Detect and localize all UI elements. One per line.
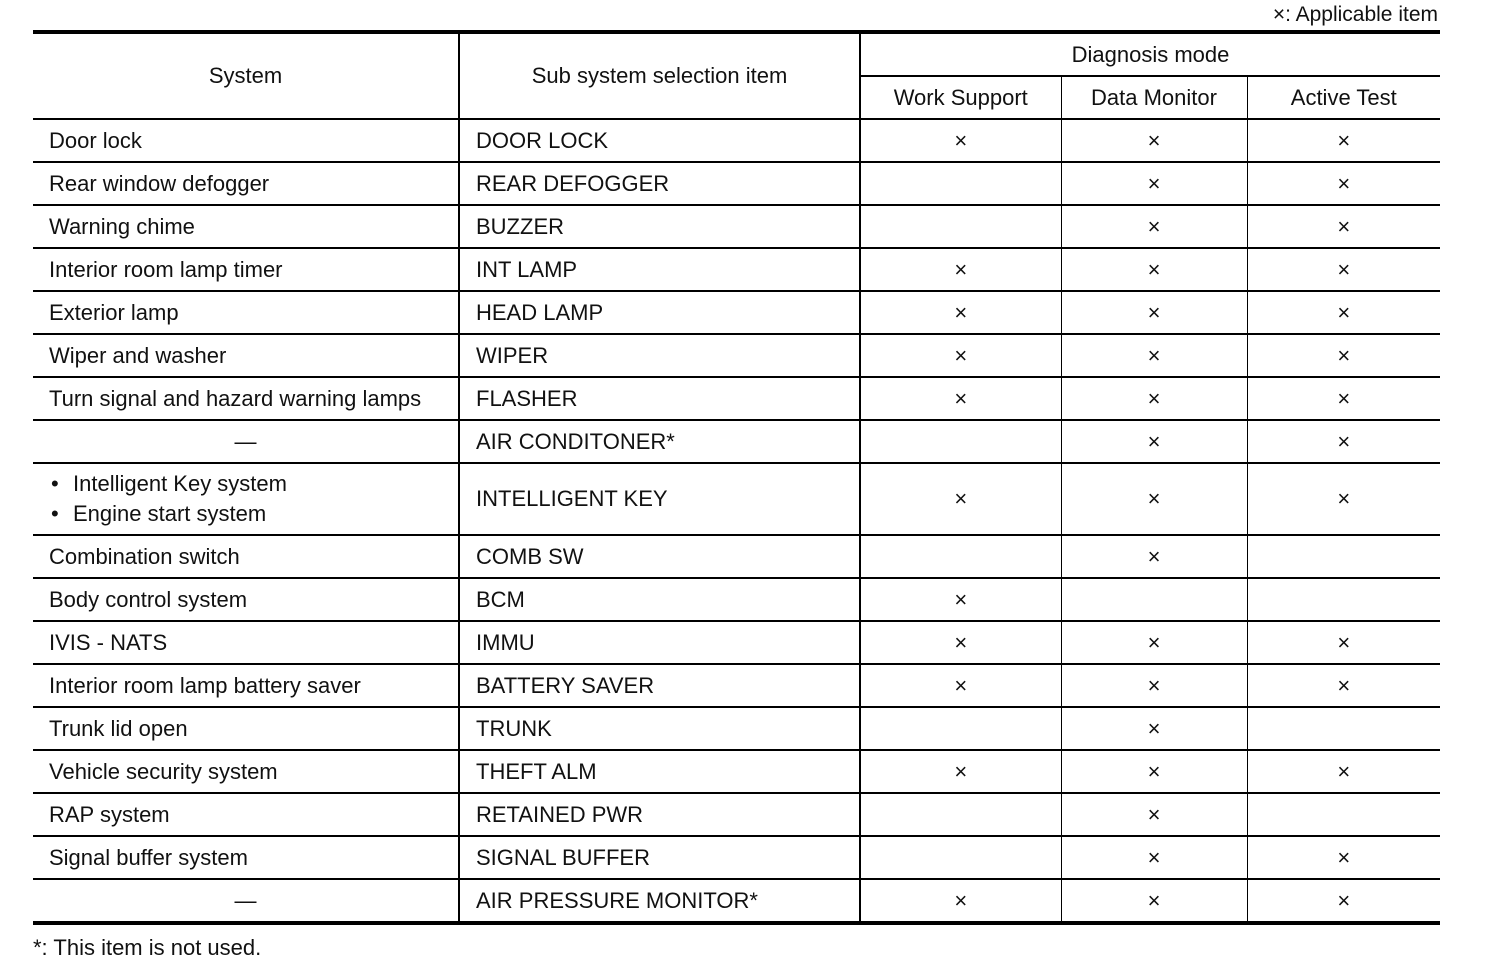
applicable-mark: × [1337,170,1351,196]
work-support-cell [860,836,1061,879]
applicable-mark: × [1147,758,1161,784]
active-test-cell [1247,291,1440,334]
sub-system-cell: SIGNAL BUFFER [459,836,860,879]
header-data-monitor: Data Monitor [1061,76,1247,119]
table-row [33,836,1440,879]
work-support-cell [860,248,1061,291]
sub-system-cell: HEAD LAMP [459,291,860,334]
data-monitor-cell [1061,162,1247,205]
active-test-cell [1247,707,1440,750]
applicable-mark: × [1337,844,1351,870]
data-monitor-cell [1061,793,1247,836]
applicable-mark: × [954,256,968,282]
sub-system-cell: REAR DEFOGGER [459,162,860,205]
header-active-test: Active Test [1247,76,1440,119]
applicable-mark: × [1337,342,1351,368]
applicable-mark: × [1337,213,1351,239]
active-test-cell [1247,621,1440,664]
legend-applicable-item: ×: Applicable item [1272,3,1438,26]
system-cell: Signal buffer system [33,836,459,879]
data-monitor-cell [1061,377,1247,420]
applicable-mark: × [1147,543,1161,569]
data-monitor-cell [1061,879,1247,923]
data-monitor-cell [1061,291,1247,334]
sub-system-cell: BUZZER [459,205,860,248]
work-support-cell [860,535,1061,578]
applicable-mark: × [1147,213,1161,239]
system-cell: Wiper and washer [33,334,459,377]
sub-system-cell: AIR CONDITONER* [459,420,860,463]
sub-system-cell: BATTERY SAVER [459,664,860,707]
table-row [33,793,1440,836]
data-monitor-cell [1061,334,1247,377]
table-row [33,664,1440,707]
applicable-mark: × [1147,629,1161,655]
table-header [33,32,1440,119]
system-cell: Rear window defogger [33,162,459,205]
data-monitor-cell [1061,707,1247,750]
footnote: *: This item is not used. [33,935,262,960]
sub-system-cell: FLASHER [459,377,860,420]
applicable-mark: × [954,299,968,325]
applicable-mark: × [1147,887,1161,913]
applicable-mark: × [1337,256,1351,282]
sub-system-cell: TRUNK [459,707,860,750]
applicable-mark: × [954,586,968,612]
applicable-mark: × [1147,256,1161,282]
applicable-mark: × [1337,887,1351,913]
table-row [33,463,1440,535]
work-support-cell [860,463,1061,535]
table-row [33,162,1440,205]
applicable-mark: × [1337,672,1351,698]
sub-system-cell: WIPER [459,334,860,377]
active-test-cell [1247,836,1440,879]
system-list-item: • Intelligent Key system [49,469,458,499]
diagnosis-mode-table [33,30,1440,925]
applicable-mark: × [1147,127,1161,153]
applicable-mark: × [1147,299,1161,325]
system-cell: Door lock [33,119,459,162]
system-cell: — [33,879,459,923]
sub-system-cell: THEFT ALM [459,750,860,793]
applicable-mark: × [954,672,968,698]
active-test-cell [1247,377,1440,420]
table-row [33,205,1440,248]
table-row [33,621,1440,664]
table-body [33,119,1440,923]
work-support-cell [860,291,1061,334]
table-row [33,119,1440,162]
active-test-cell [1247,578,1440,621]
active-test-cell [1247,248,1440,291]
active-test-cell [1247,879,1440,923]
system-cell: RAP system [33,793,459,836]
table-row [33,535,1440,578]
applicable-mark: × [954,629,968,655]
data-monitor-cell [1061,535,1247,578]
data-monitor-cell [1061,119,1247,162]
table-row [33,707,1440,750]
applicable-mark: × [1147,342,1161,368]
work-support-cell [860,879,1061,923]
system-cell: Interior room lamp timer [33,248,459,291]
applicable-mark: × [1337,629,1351,655]
table-row [33,578,1440,621]
applicable-mark: × [1337,299,1351,325]
table-row [33,420,1440,463]
applicable-mark: × [1337,385,1351,411]
work-support-cell [860,334,1061,377]
active-test-cell [1247,205,1440,248]
system-cell: Interior room lamp battery saver [33,664,459,707]
active-test-cell [1247,750,1440,793]
system-cell: IVIS - NATS [33,621,459,664]
table-row [33,334,1440,377]
table-row [33,248,1440,291]
active-test-cell [1247,119,1440,162]
active-test-cell [1247,535,1440,578]
system-cell: Body control system [33,578,459,621]
data-monitor-cell [1061,750,1247,793]
applicable-mark: × [954,486,968,511]
table-row [33,291,1440,334]
work-support-cell [860,793,1061,836]
sub-system-cell: DOOR LOCK [459,119,860,162]
applicable-mark: × [954,385,968,411]
work-support-cell [860,205,1061,248]
work-support-cell [860,578,1061,621]
sub-system-cell: COMB SW [459,535,860,578]
table-row [33,879,1440,923]
applicable-mark: × [1337,127,1351,153]
applicable-mark: × [1147,428,1161,454]
applicable-mark: × [1147,486,1161,511]
system-cell: — [33,420,459,463]
applicable-mark: × [954,887,968,913]
system-list [49,469,458,529]
active-test-cell [1247,463,1440,535]
work-support-cell [860,707,1061,750]
system-cell: Exterior lamp [33,291,459,334]
active-test-cell [1247,162,1440,205]
data-monitor-cell [1061,248,1247,291]
table-row [33,377,1440,420]
data-monitor-cell [1061,463,1247,535]
table-row [33,750,1440,793]
header-system: System [33,32,459,119]
active-test-cell [1247,420,1440,463]
data-monitor-cell [1061,420,1247,463]
data-monitor-cell [1061,664,1247,707]
active-test-cell [1247,664,1440,707]
work-support-cell [860,420,1061,463]
applicable-mark: × [1147,844,1161,870]
data-monitor-cell [1061,578,1247,621]
work-support-cell [860,664,1061,707]
system-cell: Turn signal and hazard warning lamps [33,377,459,420]
applicable-mark: × [1147,801,1161,827]
system-cell: Warning chime [33,205,459,248]
work-support-cell [860,750,1061,793]
applicable-mark: × [954,758,968,784]
system-cell: Combination switch [33,535,459,578]
active-test-cell [1247,793,1440,836]
work-support-cell [860,621,1061,664]
sub-system-cell: IMMU [459,621,860,664]
applicable-mark: × [1147,672,1161,698]
work-support-cell [860,162,1061,205]
sub-system-cell: INT LAMP [459,248,860,291]
applicable-mark: × [1337,486,1351,511]
applicable-mark: × [954,127,968,153]
work-support-cell [860,377,1061,420]
data-monitor-cell [1061,621,1247,664]
applicable-mark: × [954,342,968,368]
work-support-cell [860,119,1061,162]
system-cell [33,463,459,535]
applicable-mark: × [1337,428,1351,454]
applicable-mark: × [1147,715,1161,741]
sub-system-cell: BCM [459,578,860,621]
header-work-support: Work Support [860,76,1061,119]
system-cell: Vehicle security system [33,750,459,793]
applicable-mark: × [1147,170,1161,196]
sub-system-cell: AIR PRESSURE MONITOR* [459,879,860,923]
header-diagnosis-mode: Diagnosis mode [860,32,1440,76]
active-test-cell [1247,334,1440,377]
sub-system-cell: INTELLIGENT KEY [459,463,860,535]
data-monitor-cell [1061,836,1247,879]
system-cell: Trunk lid open [33,707,459,750]
applicable-mark: × [1147,385,1161,411]
data-monitor-cell [1061,205,1247,248]
system-list-item: • Engine start system [49,499,458,529]
header-sub-system: Sub system selection item [459,32,860,119]
applicable-mark: × [1337,758,1351,784]
sub-system-cell: RETAINED PWR [459,793,860,836]
